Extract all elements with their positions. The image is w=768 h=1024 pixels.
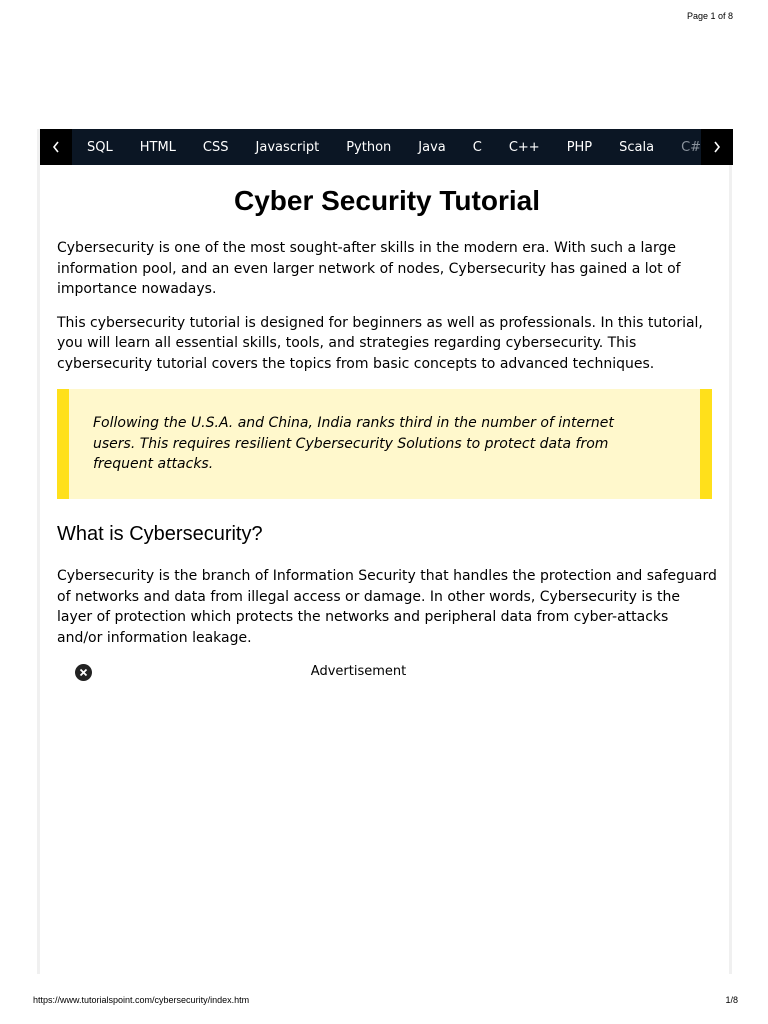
article-card xyxy=(37,129,732,974)
intro-paragraph-1: Cybersecurity is one of the most sought-after skills in the modern era. With such a large information pool, and an even larger network of nodes, Cybersecurity has gained a lot of importance nowadays. xyxy=(57,240,681,297)
chevron-right-icon xyxy=(712,140,722,154)
nav-item-sql[interactable]: SQL xyxy=(87,139,113,155)
footer-page-number: 1/8 xyxy=(725,995,738,1005)
nav-scroll-right-button[interactable] xyxy=(701,129,733,165)
intro-paragraph-2: This cybersecurity tutorial is designed for beginners as well as professionals. In this tutorial, you will learn all essential skills, tools, and strategies regarding cybersecurity. This cybersecurity tutorial covers the topics from basic concepts to advanced techniques. xyxy=(57,314,703,372)
advertisement-bar xyxy=(57,661,717,691)
page-indicator: Page 1 of 8 xyxy=(686,11,733,21)
nav-item-php[interactable]: PHP xyxy=(566,139,593,155)
nav-items xyxy=(72,129,701,165)
nav-item-scala[interactable]: Scala xyxy=(619,139,655,155)
section-paragraph: Cybersecurity is the branch of Information Security that handles the protection and safeguard of networks and data from illegal access or damage. In other words, Cybersecurity is the layer of protection which protects the networks and peripheral data from cyber-attacks and/or information leakage. xyxy=(57,568,717,646)
callout-box xyxy=(57,389,712,499)
language-nav-bar xyxy=(40,129,729,165)
nav-item-cpp[interactable]: C++ xyxy=(508,139,540,155)
section-heading: What is Cybersecurity? xyxy=(57,523,263,545)
chevron-left-icon xyxy=(51,140,61,154)
nav-item-css[interactable]: CSS xyxy=(202,139,229,155)
nav-item-javascript[interactable]: Javascript xyxy=(255,139,320,155)
advertisement-label: Advertisement xyxy=(310,664,407,679)
nav-item-c[interactable]: C xyxy=(472,139,482,155)
page-title: Cyber Security Tutorial xyxy=(233,185,540,216)
nav-item-html[interactable]: HTML xyxy=(139,139,176,155)
article-content xyxy=(57,165,717,691)
nav-item-csharp[interactable]: C# xyxy=(681,139,702,155)
nav-scroll-left-button[interactable] xyxy=(40,129,72,165)
nav-item-python[interactable]: Python xyxy=(346,139,392,155)
nav-item-java[interactable]: Java xyxy=(418,139,446,155)
callout-text: Following the U.S.A. and China, India ranks third in the number of internet users. This requires resilient Cybersecurity Solutions to protect data from frequent attacks. xyxy=(93,415,614,472)
footer-url: https://www.tutorialspoint.com/cybersecurity/index.htm xyxy=(33,995,250,1005)
